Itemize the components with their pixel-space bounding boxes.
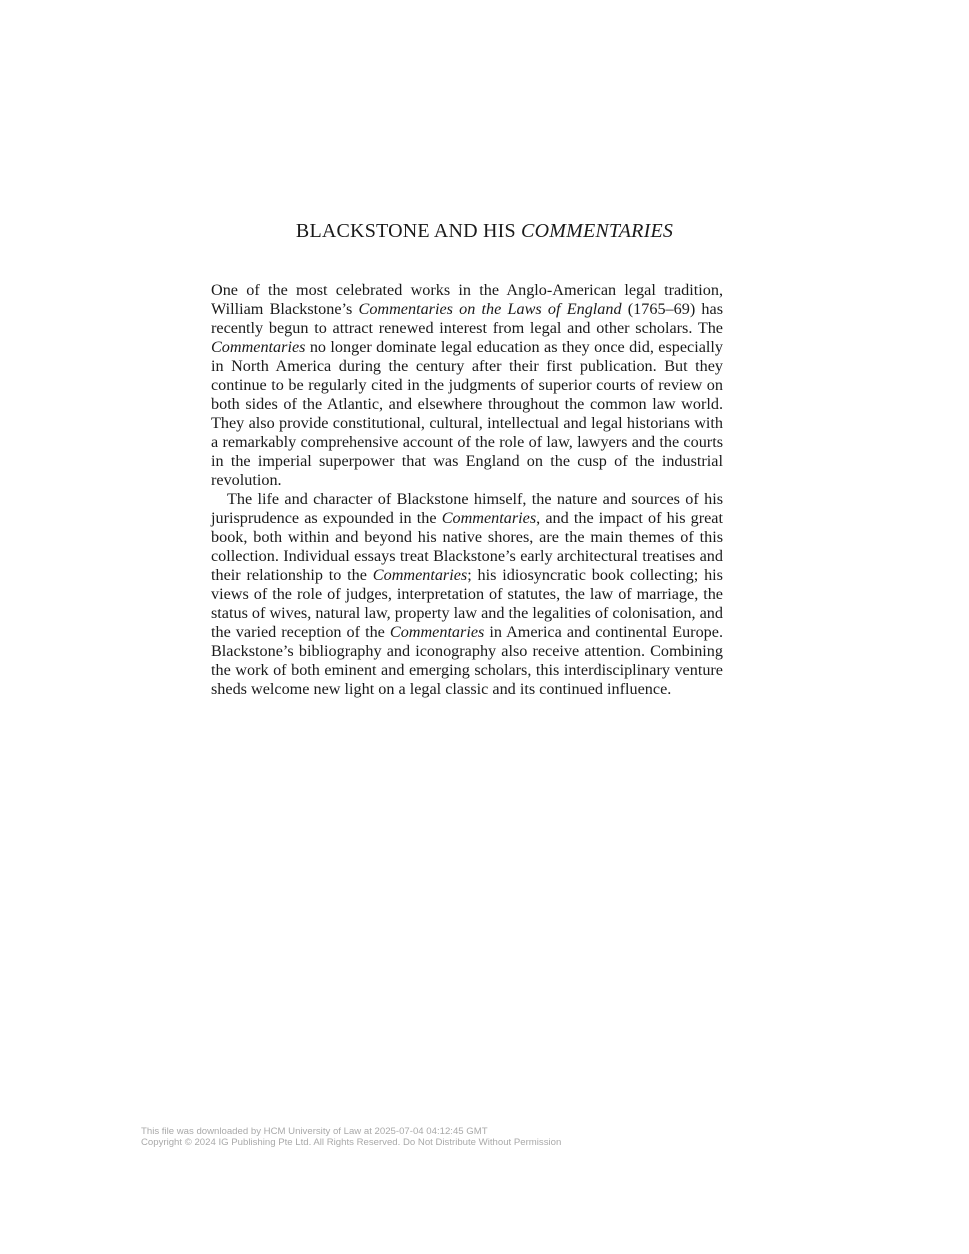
paragraph-1-text-2: (1765–69) has recently begun to attract renewed interest from legal and other scholars. The — [211, 300, 723, 337]
paragraph-1-italic-2: Commentaries — [211, 338, 306, 356]
paragraph-1 — [211, 281, 723, 490]
paragraph-1-text-1: One of the most celebrated works in the Anglo-American legal tradition, William Blackstone’s — [211, 281, 723, 318]
title-italic: COMMENTARIES — [521, 220, 674, 242]
paragraph-2 — [211, 490, 723, 699]
title-plain: BLACKSTONE AND HIS — [295, 220, 522, 242]
paragraph-1-italic-1: Commentaries on the Laws of England — [358, 300, 622, 318]
paragraph-2-italic-1: Commentaries — [441, 509, 537, 527]
download-watermark — [141, 1126, 561, 1148]
paragraph-1-text-3: no longer dominate legal education as they once did, especially in North America during the century after their first publication. But they continue to be regularly cited in the judgments of superior courts of review on both sides of the Atlantic, and elsewhere throughout the common law world. They also provide constitutional, cultural, intellectual and legal historians with a remarkably comprehensive account of the role of law, lawyers and the courts in the imperial superpower that was England on the cusp of the industrial revolution. — [211, 338, 723, 489]
paragraph-2-text-4: in America and continental Europe. Blackstone’s bibliography and iconography also receive attention. Combining the work of both eminent and emerging scholars, this interdisciplinary venture sheds welcome new light on a legal classic and its continued influence. — [211, 623, 723, 698]
paragraph-2-italic-3: Commentaries — [389, 623, 485, 641]
paragraph-2-text-1: The life and character of Blackstone himself, the nature and sources of his jurisprudence as expounded in the — [211, 490, 723, 527]
paragraph-2-text-2: , and the impact of his great book, both within and beyond his native shores, are the main themes of this collection. Individual essays treat Blackstone’s early architectural treatises and their relationship to the — [211, 509, 723, 584]
download-notice: This file was downloaded by HCM University of Law at 2025-07-04 04:12:45 GMT — [141, 1126, 488, 1137]
paragraph-2-italic-2: Commentaries — [372, 566, 468, 584]
paragraph-2-text-3: ; his idiosyncratic book collecting; his views of the role of judges, interpretation of statutes, the law of marriage, the status of wives, natural law, property law and the legalities of colonisation, and the varied reception of the — [211, 566, 723, 641]
body-text — [211, 281, 723, 699]
copyright-notice: Copyright © 2024 IG Publishing Pte Ltd. All Rights Reserved. Do Not Distribute Without Permission — [141, 1137, 562, 1148]
page-title — [0, 220, 969, 243]
